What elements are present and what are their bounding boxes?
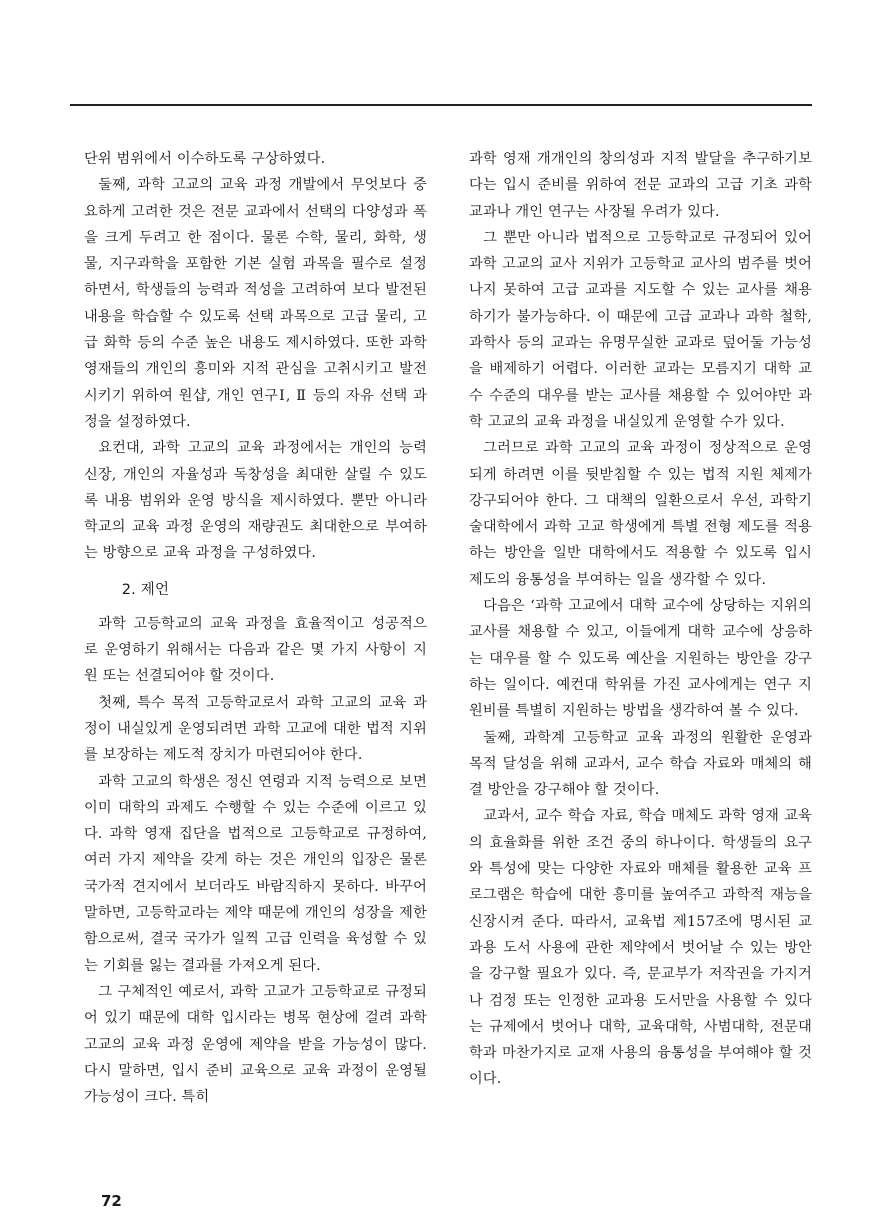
paragraph: 요컨대, 과학 고교의 교육 과정에서는 개인의 능력 신장, 개인의 자율성과 독창성을 최대한 살릴 수 있도록 내용 범위와 운영 방식을 제시하였다. 뿐만 아니라 학교의 교육 과정 운영의 재량권도 최대한으로 부여하는 방향으로 교육 과정을 구성하였다. [84,440,427,562]
section-heading: 2. 제언 [121,581,170,598]
paragraph: 단위 범위에서 이수하도록 구상하였다. [84,151,326,167]
paragraph: 그 구체적인 예로서, 과학 고교가 고등학교로 규정되어 있기 때문에 대학 입시라는 병목 현상에 걸려 과학 고교의 교육 과정 운영에 제약을 받을 가능성이 많다. 다시 말하면, 입시 준비 교육으로 교육 과정이 운영될 가능성이 크다. 특히 [84,983,427,1106]
paragraph: 과학 영재 개개인의 창의성과 지적 발달을 추구하기보다는 입시 준비를 위하여 전문 교과의 고급 기초 과학 교과나 개인 연구는 사장될 우려가 있다. [469,151,812,220]
paragraph: 교과서, 교수 학습 자료, 학습 매체도 과학 영재 교육의 효율화를 위한 조건 중의 하나이다. 학생들의 요구와 특성에 맞는 다양한 자료와 매체를 활용한 교육 프로그램은 학습에 대한 흥미를 높여주고 과학적 재능을 신장시켜 준다. 따라서, 교육법 제157조에 명시된 교과용 도서 사용에 관한 제약에서 벗어날 수 있는 방안을 강구할 필요가 있다. 즉, 문교부가 저작권을 가지거나 검정 또는 인정한 교과용 도서만을 사용할 수 있다는 규제에서 벗어나 대학, 교육대학, 사범대학, 전문대학과 마찬가지로 교재 사용의 융통성을 부여해야 할 것이다. [469,808,812,1088]
right-column [469,146,812,1093]
left-column [84,146,427,1110]
paragraph: 둘째, 과학 고교의 교육 과정 개발에서 무엇보다 중요하게 고려한 것은 전문 교과에서 선택의 다양성과 폭을 크게 두려고 한 점이다. 물론 수학, 물리, 화학, 생물, 지구과학을 포함한 기본 실험 과목을 필수로 설정하면서, 학생들의 능력과 적성을 고려하여 보다 발전된 내용을 학습할 수 있도록 선택 과목으로 고급 물리, 고급 화학 등의 수준 높은 내용도 제시하였다. 또한 과학 영재들의 개인의 흥미와 지적 관심을 고취시키고 발전시키기 위하여 원샵, 개인 연구Ⅰ, Ⅱ 등의 자유 선택 과정을 설정하였다. [84,177,427,430]
paragraph: 과학 고교의 학생은 정신 연령과 지적 능력으로 보면 이미 대학의 과제도 수행할 수 있는 수준에 이르고 있다. 과학 영재 집단을 법적으로 고등학교로 규정하여, 여러 가지 제약을 갖게 하는 것은 개인의 입장은 물론 국가적 견지에서 보더라도 바람직하지 못하다. 바꾸어 말하면, 고등학교라는 제약 때문에 개인의 성장을 제한함으로써, 결국 국가가 일찍 고급 인력을 육성할 수 있는 기회를 잃는 결과를 가져오게 된다. [84,773,427,974]
paragraph: 둘째, 과학계 고등학교 교육 과정의 원활한 운영과 목적 달성을 위해 교과서, 교수 학습 자료와 매체의 해결 방안을 강구해야 할 것이다. [469,729,812,799]
paragraph: 과학 고등학교의 교육 과정을 효율적이고 성공적으로 운영하기 위해서는 다음과 같은 몇 가지 사항이 지원 또는 선결되어야 할 것이다. [84,615,427,685]
header-rule [70,104,812,106]
paragraph: 첫째, 특수 목적 고등학교로서 과학 고교의 교육 과정이 내실있게 운영되려면 과학 고교에 대한 법적 지위를 보장하는 제도적 장치가 마련되어야 한다. [84,694,427,764]
paragraph: 그 뿐만 아니라 법적으로 고등학교로 규정되어 있어 과학 고교의 교사 지위가 고등학교 교사의 범주를 벗어나지 못하여 고급 교과를 지도할 수 있는 교사를 채용하기가 불가능하다. 이 때문에 고급 교과나 과학 철학, 과학사 등의 교과는 유명무실한 교과로 덮어둘 가능성을 배제하기 어렵다. 이러한 교과는 모름지기 대학 교수 수준의 대우를 받는 교사를 채용할 수 있어야만 과학 고교의 교육 과정을 내실있게 운영할 수가 있다. [469,229,812,430]
paragraph: 그러므로 과학 고교의 교육 과정이 정상적으로 운영되게 하려면 이를 뒷받침할 수 있는 법적 지원 체제가 강구되어야 한다. 그 대책의 일환으로서 우선, 과학기술대학에서 과학 고교 학생에게 특별 전형 제도를 적용하는 방안을 일반 대학에서도 적용할 수 있도록 입시 제도의 융통성을 부여하는 일을 생각할 수 있다. [469,440,812,588]
paragraph: 다음은 ‘과학 고교에서 대학 교수에 상당하는 지위의 교사를 채용할 수 있고, 이들에게 대학 교수에 상응하는 대우를 할 수 있도록 예산을 지원하는 방안을 강구하는 일이다. 예컨대 학위를 가진 교사에게는 연구 지원비를 특별히 지원하는 방법을 생각하여 볼 수 있다. [469,598,812,720]
page-number: 72 [101,1192,122,1210]
